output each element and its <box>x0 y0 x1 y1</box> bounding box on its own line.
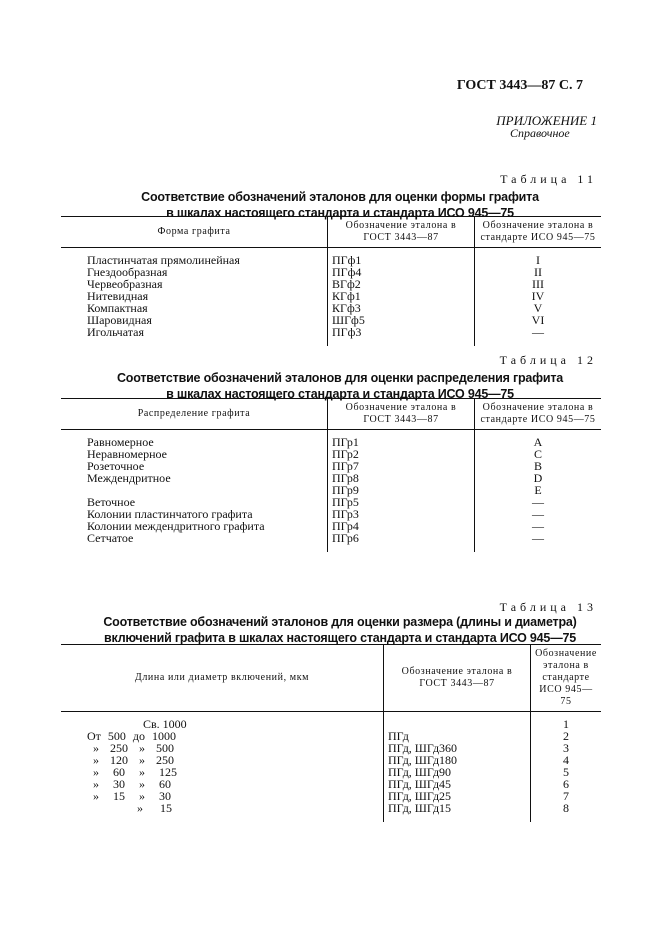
table-row: » 15 » 30 ПГд, ШГд25 7 <box>61 790 601 802</box>
table-13-title: Соответствие обозначений эталонов для оценки размера (длины и диаметра) включений графита в шкалах настоящего стандарта и стандарта ИСО 945—75 <box>103 615 577 645</box>
table-row: ПГр9 E <box>61 484 601 496</box>
col-header-distribution: Распределение графита <box>61 399 328 430</box>
table-row: Колонии пластинчатого графита ПГр3 — <box>61 508 601 520</box>
table-row: Равномерное ПГр1 A <box>61 436 601 448</box>
table-12-label: Таблица 12 <box>499 353 597 367</box>
table-row: » 250 » 500 ПГд, ШГд360 3 <box>61 742 601 754</box>
table-13-label: Таблица 13 <box>499 600 597 614</box>
table-11-title: Соответствие обозначений эталонов для оценки формы графита в шкалах настоящего стандарта и стандарта ИСО 945—75 <box>141 190 539 220</box>
table-row: Червеобразная ВГф2 III <box>61 278 601 290</box>
table-row: » 15 ПГд, ШГд15 8 <box>61 802 601 814</box>
table-12-title: Соответствие обозначений эталонов для оценки распределения графита в шкалах настоящего стандарта и стандарта ИСО 945—75 <box>116 371 564 401</box>
col-header-iso: Обозначение эталона в стандарте ИСО 945—75 <box>475 217 602 248</box>
appendix-title: ПРИЛОЖЕНИЕ 1 <box>496 113 597 128</box>
table-row: Пластинчатая прямолинейная ПГф1 I <box>61 254 601 266</box>
appendix-subtitle: Справочное <box>510 126 570 140</box>
table-row: Компактная КГф3 V <box>61 302 601 314</box>
table-row: Гнездообразная ПГф4 II <box>61 266 601 278</box>
table-12 <box>61 398 601 552</box>
table-11-label: Таблица 11 <box>500 172 597 186</box>
col-header-gost: Обозначение эталона в ГОСТ 3443—87 <box>328 217 475 248</box>
table-row: Сетчатое ПГр6 — <box>61 532 601 544</box>
table-row: Неравномерное ПГр2 C <box>61 448 601 460</box>
table-row: От 500 до 1000 ПГд 2 <box>61 730 601 742</box>
table-row: » 30 » 60 ПГд, ШГд45 6 <box>61 778 601 790</box>
col-header-size: Длина или диаметр включений, мкм <box>61 645 384 712</box>
table-row: Междендритное ПГр8 D <box>61 472 601 484</box>
col-header-iso: Обозначение эталона в стандарте ИСО 945—75 <box>531 645 602 712</box>
table-13 <box>61 644 601 822</box>
table-11 <box>61 216 601 346</box>
table-row: Игольчатая ПГф3 — <box>61 326 601 338</box>
col-header-gost: Обозначение эталона в ГОСТ 3443—87 <box>328 399 475 430</box>
table-row: » 60 » 125 ПГд, ШГд90 5 <box>61 766 601 778</box>
col-header-iso: Обозначение эталона в стандарте ИСО 945—75 <box>475 399 602 430</box>
page-header: ГОСТ 3443—87 С. 7 <box>456 78 583 93</box>
table-row: Колонии междендритного графита ПГр4 — <box>61 520 601 532</box>
col-header-form: Форма графита <box>61 217 328 248</box>
table-row: Веточное ПГр5 — <box>61 496 601 508</box>
table-row: Шаровидная ШГф5 VI <box>61 314 601 326</box>
table-row: Розеточное ПГр7 B <box>61 460 601 472</box>
table-row: Нитевидная КГф1 IV <box>61 290 601 302</box>
table-row: » 120 » 250 ПГд, ШГд180 4 <box>61 754 601 766</box>
table-row: Св. 1000 1 <box>61 718 601 730</box>
col-header-gost: Обозначение эталона в ГОСТ 3443—87 <box>384 645 531 712</box>
